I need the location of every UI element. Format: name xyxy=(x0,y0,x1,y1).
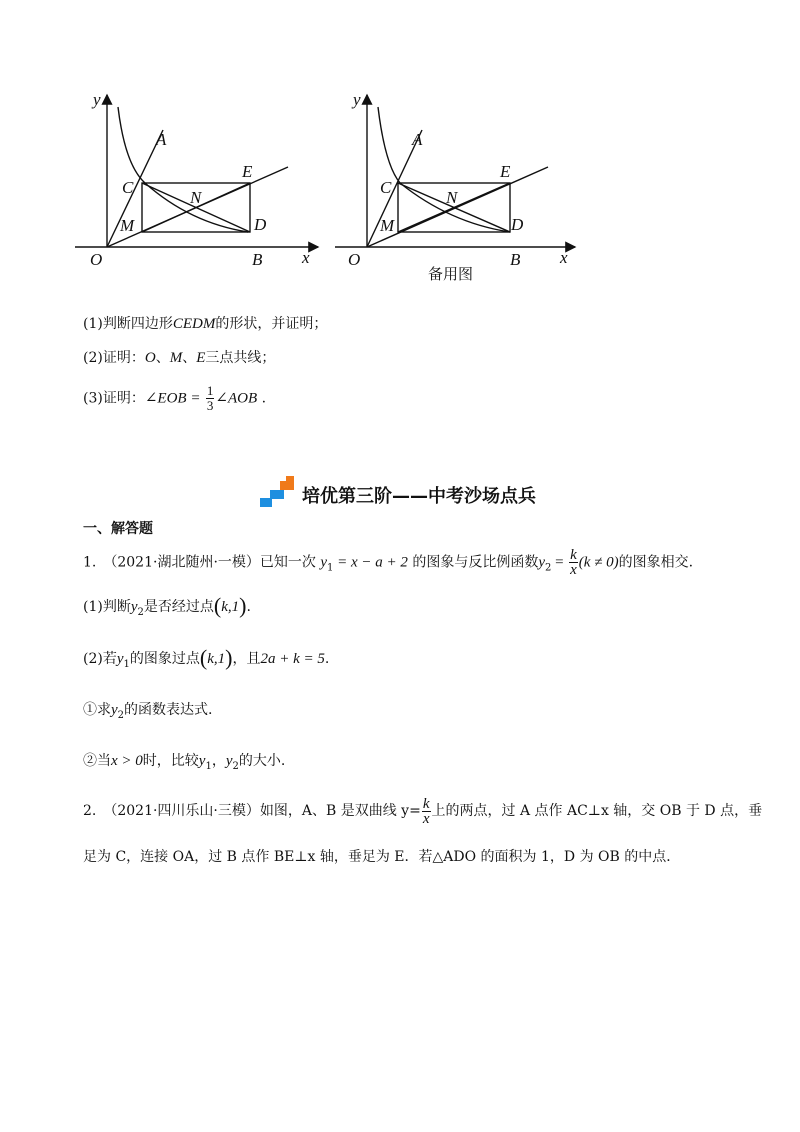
problem-2 xyxy=(83,794,763,874)
geometry-diagram-right xyxy=(330,85,590,285)
condition-x-positive: x > 0 xyxy=(111,753,143,769)
p1-end: . xyxy=(246,599,251,615)
y1-subscript: 1 xyxy=(205,760,212,772)
label-E: E xyxy=(242,162,253,181)
label-y: y xyxy=(93,90,101,109)
problem-2-line-1 xyxy=(83,794,763,828)
point-M: M xyxy=(169,350,183,366)
p2-end: . xyxy=(324,651,330,667)
label-D: D xyxy=(511,215,524,234)
p2b-prefix: ②当 xyxy=(83,753,111,769)
q1-prefix: (1)判断四边形 xyxy=(83,316,173,332)
p2-prefix: (2)若 xyxy=(83,651,117,667)
label-N: N xyxy=(190,188,202,207)
p1-mid: 是否经过点 xyxy=(143,599,214,615)
y2-symbol: y xyxy=(538,554,546,571)
problem-number: 1. xyxy=(83,554,97,571)
q2-prefix: (2)证明： xyxy=(83,350,145,366)
y1-subscript: 1 xyxy=(327,562,334,574)
p2-line1-b: 上的两点，过 A 点作 AC⊥x 轴，交 OB 于 D 点，垂 xyxy=(431,803,763,819)
q3-end: . xyxy=(261,390,267,407)
frac-num: k xyxy=(422,795,430,812)
q1-suffix: 的形状，并证明； xyxy=(215,316,328,332)
label-x: x xyxy=(302,248,310,267)
label-A: A xyxy=(412,130,423,149)
problem-2-line-2: 足为 C，连接 OA，过 B 点作 BE⊥x 轴，垂足为 E．若△ADO 的面积为 1，D 为 OB 的中点． xyxy=(83,849,681,865)
fraction-k-over-x xyxy=(569,548,578,577)
label-E: E xyxy=(500,162,511,181)
y-symbol: y xyxy=(116,651,124,667)
label-O: O xyxy=(90,250,103,269)
p2a-end: 的函数表达式. xyxy=(124,702,213,718)
q3-prefix: (3)证明： xyxy=(83,390,145,407)
p2a-prefix: ①求 xyxy=(83,702,111,718)
label-A: A xyxy=(156,130,167,149)
y-symbol: y xyxy=(111,702,118,718)
label-y: y xyxy=(353,90,361,109)
section-heading xyxy=(258,476,536,512)
label-C: C xyxy=(380,178,392,197)
p1-prefix: (1)判断 xyxy=(83,599,131,615)
problem-1-part-2b xyxy=(83,751,285,777)
problem-source: （2021·湖北随州·一模）已知一次 xyxy=(110,554,316,571)
y-subscript: 2 xyxy=(117,709,125,721)
equation-y1: = x − a + 2 xyxy=(333,554,408,571)
problem-1-statement xyxy=(83,548,693,578)
section-label: 一、解答题 xyxy=(83,521,153,537)
label-C: C xyxy=(122,178,134,197)
figure-left xyxy=(70,85,330,285)
label-D: D xyxy=(254,215,267,234)
separator: ， xyxy=(211,753,226,769)
q1-shape: CEDM xyxy=(172,316,216,332)
problem-1-part-2: (2)若$y_1$的图象过点(k,1)，且2a + k = 5. xyxy=(83,645,330,670)
point-O: O xyxy=(144,350,156,366)
question-2 xyxy=(83,348,275,368)
p2b-end: 的大小. xyxy=(238,753,286,769)
figure-caption: 备用图 xyxy=(428,265,474,283)
p2-mid: 的图象过点 xyxy=(129,651,200,667)
geometry-diagram-left xyxy=(70,85,330,285)
question-3 xyxy=(83,384,266,413)
angle-AOB: ∠AOB xyxy=(215,390,258,407)
y2-subscript: 2 xyxy=(232,760,239,772)
y-symbol: y xyxy=(130,599,138,615)
fraction-k-over-x xyxy=(422,797,431,826)
condition-k-nonzero: (k ≠ 0) xyxy=(578,554,619,571)
frac-num: 1 xyxy=(206,383,214,398)
point-k-1: k,1 xyxy=(207,651,226,667)
p2b-mid: 时，比较 xyxy=(142,753,199,769)
y1-symbol: y xyxy=(198,753,206,769)
label-N: N xyxy=(446,188,458,207)
frac-num: k xyxy=(570,547,577,563)
label-B: B xyxy=(252,250,263,269)
y-subscript: 2 xyxy=(137,606,144,618)
separator: 、 xyxy=(155,350,170,366)
heading-title: 培优第三阶——中考沙场点兵 xyxy=(302,486,536,507)
fraction-one-third xyxy=(206,384,215,413)
separator: 、 xyxy=(182,350,197,366)
line-OE xyxy=(367,167,548,247)
angle-EOB: ∠EOB = xyxy=(144,390,201,407)
point-k-1: k,1 xyxy=(221,599,240,615)
problem-end: 的图象相交. xyxy=(618,554,694,571)
problem-1-part-1: (1)判断$y_2$是否经过点(k,1). xyxy=(83,593,251,618)
frac-den: 3 xyxy=(206,398,214,413)
y2-subscript: 2 xyxy=(545,562,552,574)
label-B: B xyxy=(510,250,521,269)
equals: = xyxy=(551,554,564,571)
problem-mid: 的图象与反比例函数 xyxy=(412,554,539,571)
label-M: M xyxy=(120,216,135,235)
y-subscript: 1 xyxy=(123,658,130,670)
problem-1-part-2a xyxy=(83,700,213,726)
frac-den: x xyxy=(422,810,430,827)
frac-den: x xyxy=(570,562,577,578)
figure-right xyxy=(330,85,590,285)
label-M: M xyxy=(380,216,395,235)
p2-mid2: ，且 xyxy=(232,651,261,667)
label-x: x xyxy=(560,248,568,267)
point-E: E xyxy=(196,350,206,366)
question-1 xyxy=(83,314,327,334)
equation-2a-k: 2a + k = 5 xyxy=(260,651,325,667)
y1-symbol: y xyxy=(320,554,328,571)
stairs-icon xyxy=(258,476,300,510)
y2-symbol: y xyxy=(225,753,233,769)
p2-line1-a: 2. （2021·四川乐山·三模）如图，A、B 是双曲线 y= xyxy=(83,803,421,819)
label-O: O xyxy=(348,250,361,269)
q2-suffix: 三点共线； xyxy=(205,350,276,366)
